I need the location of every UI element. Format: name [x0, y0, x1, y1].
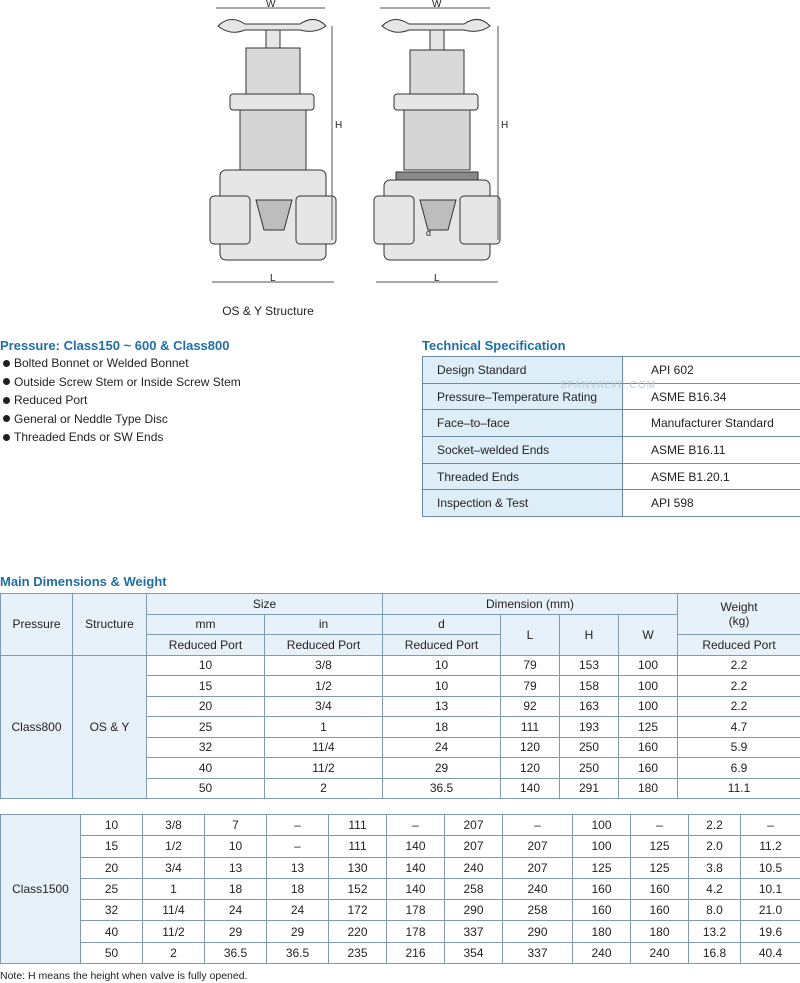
data-cell: 207 — [503, 857, 573, 878]
data-cell: 180 — [631, 921, 689, 942]
spec-label: Threaded Ends — [423, 463, 623, 490]
data-cell: 172 — [329, 900, 387, 921]
data-cell: 29 — [205, 921, 267, 942]
data-cell: 111 — [329, 836, 387, 857]
size-in-cell: 11/4 — [265, 737, 383, 758]
bullet-icon — [3, 415, 10, 422]
data-cell: 258 — [445, 878, 503, 899]
data-cell: 337 — [503, 942, 573, 963]
header-mm: mm — [147, 614, 265, 635]
data-cell: 240 — [503, 878, 573, 899]
header-w: W — [619, 614, 678, 655]
size-in-cell: 2 — [265, 778, 383, 799]
data-cell: 160 — [631, 900, 689, 921]
weight-cell: 6.9 — [678, 758, 800, 779]
data-cell: 152 — [329, 878, 387, 899]
features-title: Pressure: Class150 ~ 600 & Class800 — [0, 338, 230, 353]
data-cell: 240 — [573, 942, 631, 963]
data-cell: 125 — [631, 836, 689, 857]
size-mm-cell: 25 — [147, 717, 265, 738]
dim-d-cell: 18 — [383, 717, 501, 738]
size-mm-cell: 50 — [147, 778, 265, 799]
data-cell: 7 — [205, 815, 267, 836]
table-row — [1, 836, 800, 857]
data-cell: 220 — [329, 921, 387, 942]
data-cell: 15 — [81, 836, 143, 857]
header-h: H — [560, 614, 619, 655]
dim-h-cell: 193 — [560, 717, 619, 738]
size-mm-cell: 20 — [147, 696, 265, 717]
table-row — [1, 815, 800, 836]
data-cell: 21.0 — [741, 900, 800, 921]
data-cell: 29 — [267, 921, 329, 942]
dimensions-table-class1500 — [0, 814, 800, 964]
bullet-icon — [3, 434, 10, 441]
dim-w-cell: 100 — [619, 676, 678, 697]
dim-l-cell: 79 — [501, 655, 560, 676]
bullet-icon — [3, 378, 10, 385]
dimensions-table-class800 — [0, 593, 800, 799]
dimensions-title: Main Dimensions & Weight — [0, 574, 167, 589]
spec-label: Socket–welded Ends — [423, 437, 623, 464]
data-cell: 178 — [387, 921, 445, 942]
data-cell: 10.1 — [741, 878, 800, 899]
data-cell: 19.6 — [741, 921, 800, 942]
dim-l-cell: 92 — [501, 696, 560, 717]
feature-item: Outside Screw Stem or Inside Screw Stem — [0, 373, 241, 392]
dim-d-cell: 10 — [383, 655, 501, 676]
header-weight: Weight (kg) — [678, 594, 800, 635]
spec-value: API 602 — [623, 357, 800, 384]
feature-item: General or Neddle Type Disc — [0, 410, 241, 429]
data-cell: 11/2 — [143, 921, 205, 942]
size-in-cell: 11/2 — [265, 758, 383, 779]
data-cell: 13.2 — [689, 921, 741, 942]
data-cell: 100 — [573, 815, 631, 836]
data-cell: 13 — [205, 857, 267, 878]
data-cell: 2.0 — [689, 836, 741, 857]
table-row — [423, 437, 800, 464]
data-cell: 337 — [445, 921, 503, 942]
spec-value: Manufacturer Standard — [623, 410, 800, 437]
header-structure: Structure — [73, 594, 147, 656]
data-cell: – — [267, 815, 329, 836]
table-header-row — [1, 594, 800, 615]
data-cell: 3.8 — [689, 857, 741, 878]
dim-l-left: L — [270, 273, 276, 284]
feature-item: Bolted Bonnet or Welded Bonnet — [0, 354, 241, 373]
table-row — [1, 900, 800, 921]
data-cell: 160 — [573, 878, 631, 899]
valve-drawing-right — [374, 0, 508, 284]
data-cell: 354 — [445, 942, 503, 963]
dim-l-cell: 111 — [501, 717, 560, 738]
data-cell: 140 — [387, 878, 445, 899]
watermark-text: SFANVALVE.COM — [560, 380, 656, 391]
data-cell: 2.2 — [689, 815, 741, 836]
dim-w-left: W — [266, 0, 276, 10]
data-cell: 130 — [329, 857, 387, 878]
weight-cell: 5.9 — [678, 737, 800, 758]
size-in-cell: 1 — [265, 717, 383, 738]
bullet-icon — [3, 397, 10, 404]
dim-w-cell: 160 — [619, 737, 678, 758]
size-in-cell: 1/2 — [265, 676, 383, 697]
data-cell: 40.4 — [741, 942, 800, 963]
data-cell: 178 — [387, 900, 445, 921]
data-cell: 36.5 — [267, 942, 329, 963]
size-in-cell: 3/8 — [265, 655, 383, 676]
data-cell: 4.2 — [689, 878, 741, 899]
valve-drawings — [200, 0, 530, 300]
data-cell: 40 — [81, 921, 143, 942]
weight-cell: 11.1 — [678, 778, 800, 799]
spec-value: ASME B16.34 — [623, 383, 800, 410]
data-cell: – — [741, 815, 800, 836]
data-cell: 10 — [205, 836, 267, 857]
table-row — [1, 857, 800, 878]
table-row — [1, 921, 800, 942]
spec-title: Technical Specification — [422, 338, 566, 353]
data-cell: – — [267, 836, 329, 857]
dim-l-cell: 140 — [501, 778, 560, 799]
weight-cell: 4.7 — [678, 717, 800, 738]
data-cell: 180 — [573, 921, 631, 942]
size-mm-cell: 15 — [147, 676, 265, 697]
data-cell: 160 — [631, 878, 689, 899]
dim-l-cell: 79 — [501, 676, 560, 697]
dim-w-cell: 180 — [619, 778, 678, 799]
spec-value: API 598 — [623, 490, 800, 517]
dim-l-cell: 120 — [501, 737, 560, 758]
dim-w-right: W — [432, 0, 442, 10]
valve-drawing-left — [210, 0, 342, 284]
header-dimension: Dimension (mm) — [383, 594, 678, 615]
size-mm-cell: 40 — [147, 758, 265, 779]
data-cell: 24 — [267, 900, 329, 921]
data-cell: 1 — [143, 878, 205, 899]
pressure-cell: Class1500 — [1, 815, 81, 964]
dim-l-cell: 120 — [501, 758, 560, 779]
data-cell: – — [631, 815, 689, 836]
header-reduced-port: Reduced Port — [383, 635, 501, 656]
header-reduced-port: Reduced Port — [147, 635, 265, 656]
dim-h-cell: 158 — [560, 676, 619, 697]
table-row — [1, 878, 800, 899]
data-cell: 1/2 — [143, 836, 205, 857]
header-d: d — [383, 614, 501, 635]
data-cell: 125 — [631, 857, 689, 878]
data-cell: 32 — [81, 900, 143, 921]
header-reduced-port: Reduced Port — [265, 635, 383, 656]
dim-d-cell: 10 — [383, 676, 501, 697]
data-cell: – — [387, 815, 445, 836]
data-cell: 207 — [445, 836, 503, 857]
data-cell: 240 — [445, 857, 503, 878]
dim-h-cell: 163 — [560, 696, 619, 717]
data-cell: 111 — [329, 815, 387, 836]
data-cell: 290 — [503, 921, 573, 942]
table-row — [423, 410, 800, 437]
dim-w-cell: 125 — [619, 717, 678, 738]
data-cell: 2 — [143, 942, 205, 963]
data-cell: 290 — [445, 900, 503, 921]
data-cell: 125 — [573, 857, 631, 878]
data-cell: 240 — [631, 942, 689, 963]
header-pressure: Pressure — [1, 594, 73, 656]
size-mm-cell: 32 — [147, 737, 265, 758]
spec-value: ASME B16.11 — [623, 437, 800, 464]
dim-w-cell: 160 — [619, 758, 678, 779]
data-cell: 207 — [445, 815, 503, 836]
data-cell: 10 — [81, 815, 143, 836]
header-size: Size — [147, 594, 383, 615]
dim-h-cell: 250 — [560, 737, 619, 758]
data-cell: 216 — [387, 942, 445, 963]
drawing-caption: OS & Y Structure — [222, 304, 314, 318]
size-in-cell: 3/4 — [265, 696, 383, 717]
header-l: L — [501, 614, 560, 655]
data-cell: 140 — [387, 836, 445, 857]
data-cell: 160 — [573, 900, 631, 921]
spec-value: ASME B1.20.1 — [623, 463, 800, 490]
dim-l-right: L — [434, 273, 440, 284]
features-list — [0, 354, 241, 447]
data-cell: 235 — [329, 942, 387, 963]
data-cell: 140 — [387, 857, 445, 878]
spec-label: Inspection & Test — [423, 490, 623, 517]
dim-h-right: H — [501, 120, 509, 131]
bullet-icon — [3, 360, 10, 367]
footnote: Note: H means the height when valve is fully opened. — [0, 970, 248, 982]
data-cell: 50 — [81, 942, 143, 963]
dim-h-left: H — [335, 120, 343, 131]
table-row — [423, 463, 800, 490]
data-cell: 258 — [503, 900, 573, 921]
data-cell: 3/4 — [143, 857, 205, 878]
data-cell: – — [503, 815, 573, 836]
data-cell: 100 — [573, 836, 631, 857]
data-cell: 207 — [503, 836, 573, 857]
dim-d-right: d — [426, 228, 432, 238]
dim-d-cell: 13 — [383, 696, 501, 717]
data-cell: 16.8 — [689, 942, 741, 963]
pressure-cell: Class800 — [1, 655, 73, 799]
data-cell: 24 — [205, 900, 267, 921]
data-cell: 18 — [205, 878, 267, 899]
data-cell: 10.5 — [741, 857, 800, 878]
data-cell: 11/4 — [143, 900, 205, 921]
weight-cell: 2.2 — [678, 655, 800, 676]
dim-h-cell: 153 — [560, 655, 619, 676]
feature-item: Reduced Port — [0, 391, 241, 410]
data-cell: 11.2 — [741, 836, 800, 857]
data-cell: 25 — [81, 878, 143, 899]
data-cell: 8.0 — [689, 900, 741, 921]
spec-label: Design Standard — [423, 357, 623, 384]
dim-d-cell: 29 — [383, 758, 501, 779]
header-reduced-port: Reduced Port — [678, 635, 800, 656]
weight-cell: 2.2 — [678, 696, 800, 717]
dim-w-cell: 100 — [619, 655, 678, 676]
weight-cell: 2.2 — [678, 676, 800, 697]
dim-h-cell: 250 — [560, 758, 619, 779]
header-in: in — [265, 614, 383, 635]
spec-label: Face–to–face — [423, 410, 623, 437]
data-cell: 18 — [267, 878, 329, 899]
dim-h-cell: 291 — [560, 778, 619, 799]
structure-cell: OS & Y — [73, 655, 147, 799]
dim-w-cell: 100 — [619, 696, 678, 717]
size-mm-cell: 10 — [147, 655, 265, 676]
data-cell: 3/8 — [143, 815, 205, 836]
table-row — [1, 942, 800, 963]
dim-d-cell: 24 — [383, 737, 501, 758]
table-row — [423, 490, 800, 517]
table-row — [1, 655, 800, 676]
data-cell: 13 — [267, 857, 329, 878]
dim-d-cell: 36.5 — [383, 778, 501, 799]
data-cell: 20 — [81, 857, 143, 878]
feature-item: Threaded Ends or SW Ends — [0, 428, 241, 447]
spec-label: Pressure–Temperature Rating — [423, 383, 623, 410]
data-cell: 36.5 — [205, 942, 267, 963]
